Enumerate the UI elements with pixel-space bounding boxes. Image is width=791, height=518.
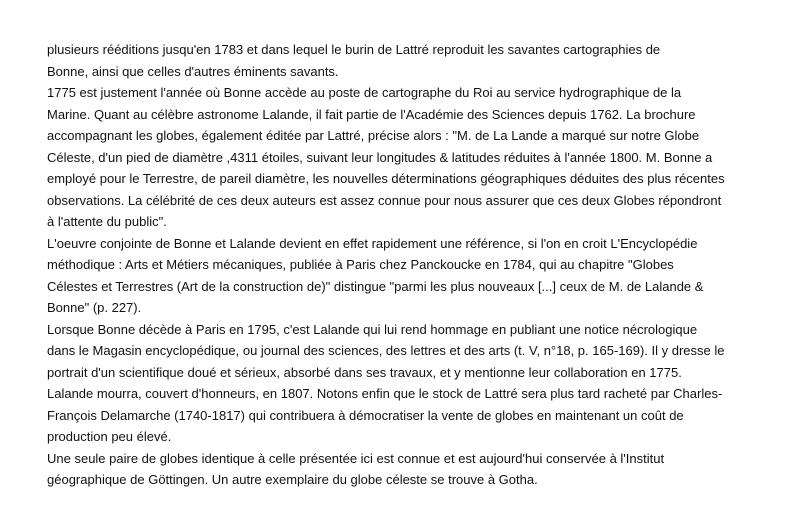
text-line: plusieurs rééditions jusqu'en 1783 et dans lequel le burin de Lattré reproduit les savantes cartographies de bbox=[47, 42, 661, 57]
text-line: Céleste, d'un pied de diamètre ,4311 étoiles, suivant leur longitudes & latitudes réduites à l'année 1800. M. Bonne a bbox=[47, 149, 713, 165]
text-line: dans le Magasin encyclopédique, ou journal des sciences, des lettres et des arts (t. V, n°18, p. 165-169). Il y dresse le bbox=[47, 343, 725, 358]
text-line: production peu élevé. bbox=[47, 429, 172, 444]
text-line: employé pour le Terrestre, de pareil diamètre, les nouvelles déterminations géographiques déduites des plus récentes bbox=[47, 171, 725, 186]
text-line: François Delamarche (1740-1817) qui contribuera à démocratiser la vente de globes en maintenant un coût de bbox=[47, 407, 684, 423]
text-line: accompagnant les globes, également éditée par Lattré, précise alors : "M. de La Lande a marqué sur notre Globe bbox=[47, 128, 700, 143]
document-body bbox=[47, 39, 757, 491]
text-line: méthodique : Arts et Métiers mécaniques, publiée à Paris chez Panckoucke en 1784, qui au chapitre "Globes bbox=[47, 257, 674, 272]
text-line: Bonne, ainsi que celles d'autres éminents savants. bbox=[47, 63, 339, 79]
text-line: observations. La célébrité de ces deux auteurs est assez connue pour nous assurer que ces deux Globes répondront bbox=[47, 192, 722, 208]
text-line: Lalande mourra, couvert d'honneurs, en 1807. Notons enfin que le stock de Lattré sera plus tard racheté par Charles- bbox=[47, 386, 723, 401]
text-line: Célestes et Terrestres (Art de la construction de)" distingue "parmi les plus nouveaux [...] ceux de M. de Lalande & bbox=[47, 278, 704, 294]
text-line: à l'attente du public". bbox=[47, 214, 167, 229]
text-line: Lorsque Bonne décède à Paris en 1795, c'est Lalande qui lui rend hommage en publiant une notice nécrologique bbox=[47, 321, 698, 337]
text-line: portrait d'un scientifique doué et sérieux, absorbé dans ses travaux, et y mentionne leur collaboration en 1775. bbox=[47, 364, 682, 380]
text-line: 1775 est justement l'année où Bonne accède au poste de cartographe du Roi au service hydrographique de la bbox=[47, 85, 682, 100]
text-line: Une seule paire de globes identique à celle présentée ici est connue et est aujourd'hui conservée à l'Institut bbox=[47, 450, 665, 466]
text-line: L'oeuvre conjointe de Bonne et Lalande devient en effet rapidement une référence, si l'on en croit L'Encyclopédie bbox=[47, 235, 698, 251]
text-line: Bonne" (p. 227). bbox=[47, 300, 142, 315]
text-line: géographique de Göttingen. Un autre exemplaire du globe céleste se trouve à Gotha. bbox=[47, 472, 538, 487]
text-line: Marine. Quant au célèbre astronome Lalande, il fait partie de l'Académie des Sciences depuis 1762. La brochure bbox=[47, 106, 696, 122]
